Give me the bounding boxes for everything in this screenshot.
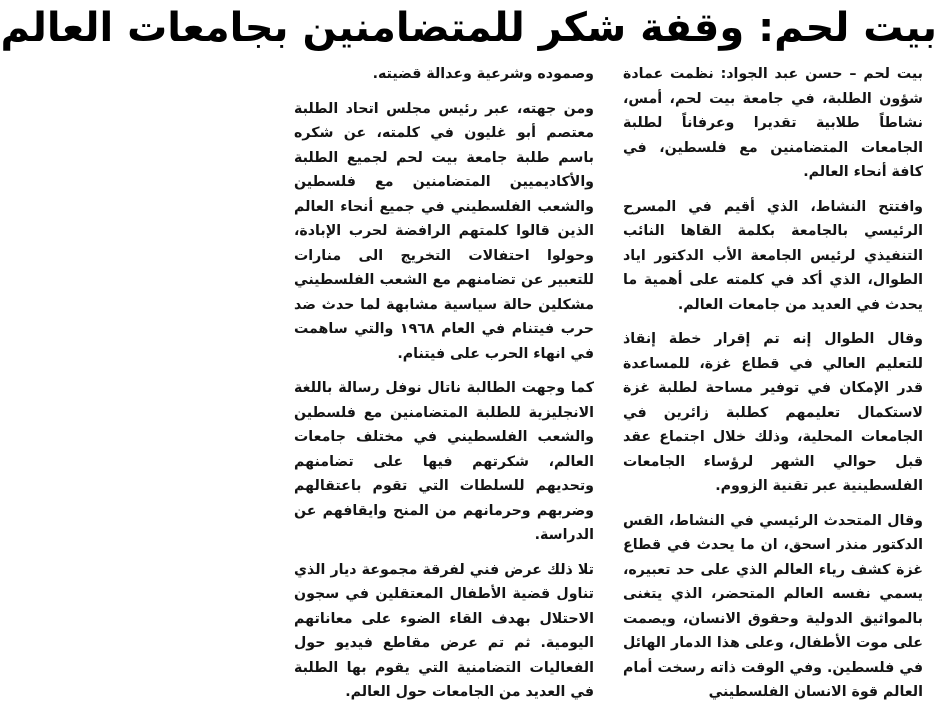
article-body: [294, 62, 923, 700]
paragraph: ومن جهته، عبر رئيس مجلس اتحاد الطلبة معتصم أبو غليون في كلمته، عن شكره باسم طلبة جامعة بيت لحم لجميع الطلبة والأكاديميين المتضامنين مع فلسطين والشعب الفلسطيني في جميع أنحاء العالم الذين قالوا كلمتهم الرافضة لحرب الإبادة، وحولوا احتفالات التخريج الى منارات للتعبير عن تضامنهم مع الشعب الفلسطيني مشكلين حالة سياسية مشابهة لما حدث ضد حرب فيتنام في العام ١٩٦٨ والتي ساهمت في انهاء الحرب على فيتنام.: [294, 100, 594, 362]
paragraph: وقال الطوال إنه تم إقرار خطة إنقاذ للتعليم العالي في قطاع غزة، للمساعدة قدر الإمكان في توفير مساحة لطلبة غزة لاستكمال تعليمهم كطلبة زائرين في الجامعات المحلية، وذلك خلال اجتماع عقد قبل حوالي الشهر لرؤساء الجامعات الفلسطينية عبر تقنية الزووم.: [623, 331, 923, 494]
paragraph-byline: بيت لحم – حسن عبد الجواد: نظمت عمادة شؤون الطلبة، في جامعة بيت لحم، أمس، نشاطاً طلابية تقديرا وعرفاناً لطلبة الجامعات المتضامنين مع فلسطين، في كافة أنحاء العالم.: [623, 66, 923, 180]
article-column-right: [623, 62, 923, 700]
article-column-left: [294, 62, 594, 700]
paragraph: كما وجهت الطالبة ناتال نوفل رسالة باللغة الانجليزية للطلبة المتضامنين مع فلسطين والشعب الفلسطيني في مختلف جامعات العالم، شكرتهم فيها على تضامنهم وتحديهم للسلطات التي تقوم باعتقالهم وضربهم وحرمانهم من المنح وايقافهم عن الدراسة.: [294, 380, 594, 543]
paragraph: تلا ذلك عرض فني لفرقة مجموعة ديار الذي تناول قضية الأطفال المعتقلين في سجون الاحتلال بهدف القاء الضوء على معاناتهم اليومية. ثم تم عرض مقاطع فيديو حول الفعاليات التضامنية التي يقوم بها الطلبة في العديد من الجامعات حول العالم.: [294, 561, 594, 700]
paragraph: وصموده وشرعية وعدالة قضيته.: [372, 66, 594, 82]
paragraph: وافتتح النشاط، الذي أقيم في المسرح الرئيسي بالجامعة بكلمة القاها النائب التنفيذي لرئيس الجامعة الأب الدكتور اياد الطوال، الذي أكد في كلمته على أهمية ما يحدث في العديد من جامعات العالم.: [623, 198, 923, 313]
paragraph: وقال المتحدث الرئيسي في النشاط، القس الدكتور منذر اسحق، ان ما يحدث في قطاع غزة كشف رياء العالم الذي على حد تعبيره، يسمي نفسه العالم المتحضر، الذي يتغنى بالمواثيق الدولية وحقوق الانسان، ويصمت على موت الأطفال، وعلى هذا الدمار الهائل في فلسطين. وفي الوقت ذاته رسخت أمام العالم قوة الانسان الفلسطيني: [623, 512, 923, 700]
headline: بيت لحم: وقفة شكر للمتضامنين بجامعات العالم: [0, 5, 937, 51]
